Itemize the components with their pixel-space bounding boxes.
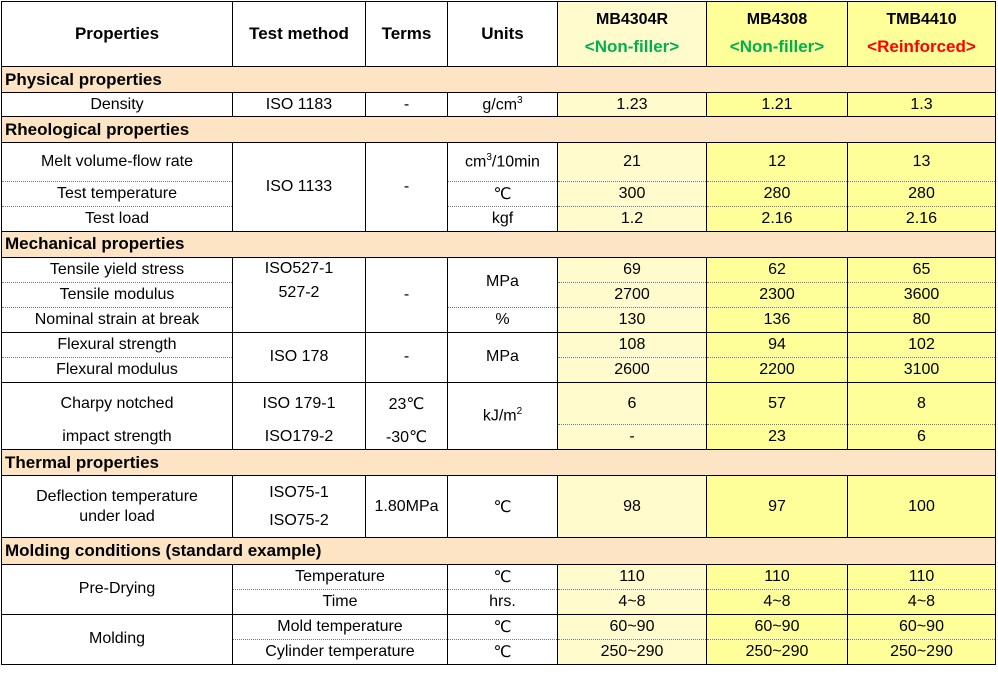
value-cell: 2600 xyxy=(558,357,707,382)
value-cell: 6 xyxy=(558,383,707,425)
property-cell: impact strength xyxy=(2,425,233,450)
value-cell: 1.2 xyxy=(558,206,707,231)
header-row xyxy=(2,2,996,67)
unit-cell: $cm^3/10\min$ xyxy=(448,143,558,181)
value-cell: 8 xyxy=(848,383,996,425)
table-row xyxy=(2,564,996,589)
value-cell: 3100 xyxy=(848,357,996,382)
unit-cell: $g/cm^3$ xyxy=(448,93,558,117)
value-cell: 21 xyxy=(558,143,707,181)
terms-cell: 1.80MPa xyxy=(366,476,448,538)
value-cell: 100 xyxy=(848,476,996,538)
value-cell: 2700 xyxy=(558,282,707,307)
terms-cell: - xyxy=(366,257,448,332)
condition-cell: Time xyxy=(233,589,448,614)
group-cell: Pre-Drying xyxy=(2,564,233,614)
section-title: Thermal properties xyxy=(2,450,996,476)
unit-cell: MPa xyxy=(448,257,558,307)
value-cell: 98 xyxy=(558,476,707,538)
unit-cell: $kJ/m^2$ xyxy=(448,383,558,450)
section-physical xyxy=(2,67,996,93)
property-cell: Deflection temperature under load xyxy=(2,476,233,538)
property-cell: Tensile yield stress xyxy=(2,257,233,282)
unit-cell: ℃ xyxy=(448,564,558,589)
properties-table xyxy=(1,1,996,665)
header-terms: Terms xyxy=(366,2,448,67)
value-cell: 4~8 xyxy=(558,589,707,614)
method-cell: ISO75-1 ISO75-2 xyxy=(233,476,366,538)
table-row xyxy=(2,476,996,538)
terms-cell: 23℃ xyxy=(366,383,448,425)
value-cell: 280 xyxy=(707,181,848,206)
method-cell: ISO179-2 xyxy=(233,425,366,450)
value-cell: 62 xyxy=(707,257,848,282)
value-cell: 80 xyxy=(848,307,996,332)
unit-cell: MPa xyxy=(448,332,558,382)
property-cell: Density xyxy=(2,93,233,117)
value-cell: 2.16 xyxy=(707,206,848,231)
property-cell: Flexural modulus xyxy=(2,357,233,382)
value-cell: 94 xyxy=(707,332,848,357)
product-2-name: MB4308 xyxy=(746,11,808,29)
value-cell: 69 xyxy=(558,257,707,282)
condition-cell: Mold temperature xyxy=(233,614,448,639)
value-cell: 250~290 xyxy=(848,639,996,664)
value-cell: 60~90 xyxy=(848,614,996,639)
value-cell: 57 xyxy=(707,383,848,425)
value-cell: 65 xyxy=(848,257,996,282)
product-3-name: TMB4410 xyxy=(886,11,957,29)
unit-cell: % xyxy=(448,307,558,332)
header-product-3 xyxy=(848,2,996,67)
product-3-type: <Reinforced> xyxy=(867,37,976,57)
section-thermal xyxy=(2,450,996,476)
value-cell: 102 xyxy=(848,332,996,357)
value-cell: 3600 xyxy=(848,282,996,307)
table-row xyxy=(2,257,996,282)
value-cell: 110 xyxy=(558,564,707,589)
value-cell: 4~8 xyxy=(707,589,848,614)
method-cell: ISO 1133 xyxy=(233,143,366,231)
unit-cell: hrs. xyxy=(448,589,558,614)
header-product-1 xyxy=(558,2,707,67)
unit-cell: ℃ xyxy=(448,476,558,538)
group-cell: Molding xyxy=(2,614,233,664)
value-cell: 2.16 xyxy=(848,206,996,231)
value-cell: 60~90 xyxy=(558,614,707,639)
section-title: Physical properties xyxy=(2,67,996,93)
table-row xyxy=(2,93,996,117)
table-row xyxy=(2,332,996,357)
property-cell: Tensile modulus xyxy=(2,282,233,307)
terms-cell: -30℃ xyxy=(366,425,448,450)
unit-cell: ℃ xyxy=(448,181,558,206)
method-cell: ISO527-1 527-2 xyxy=(233,257,366,332)
value-cell: 110 xyxy=(707,564,848,589)
property-cell: Test load xyxy=(2,206,233,231)
header-properties: Properties xyxy=(2,2,233,67)
value-cell: 13 xyxy=(848,143,996,181)
unit-cell: ℃ xyxy=(448,614,558,639)
terms-cell: - xyxy=(366,332,448,382)
value-cell: 300 xyxy=(558,181,707,206)
header-test-method: Test method xyxy=(233,2,366,67)
value-cell: 110 xyxy=(848,564,996,589)
property-cell: Nominal strain at break xyxy=(2,307,233,332)
product-1-name: MB4304R xyxy=(595,11,669,29)
value-cell: 130 xyxy=(558,307,707,332)
unit-cell: ℃ xyxy=(448,639,558,664)
section-title: Mechanical properties xyxy=(2,231,996,257)
table-row xyxy=(2,181,996,206)
section-rheological xyxy=(2,117,996,143)
method-cell: ISO 178 xyxy=(233,332,366,382)
header-product-2 xyxy=(707,2,848,67)
table-row xyxy=(2,383,996,425)
terms-cell: - xyxy=(366,93,448,117)
header-units: Units xyxy=(448,2,558,67)
value-cell: 4~8 xyxy=(848,589,996,614)
value-cell: 6 xyxy=(848,425,996,450)
condition-cell: Temperature xyxy=(233,564,448,589)
unit-cell: kgf xyxy=(448,206,558,231)
value-cell: 2200 xyxy=(707,357,848,382)
value-cell: 250~290 xyxy=(558,639,707,664)
value-cell: 23 xyxy=(707,425,848,450)
value-cell: 60~90 xyxy=(707,614,848,639)
table-row xyxy=(2,614,996,639)
property-cell: Test temperature xyxy=(2,181,233,206)
terms-cell: - xyxy=(366,143,448,231)
value-cell: 1.21 xyxy=(707,93,848,117)
value-cell: 136 xyxy=(707,307,848,332)
table-row xyxy=(2,143,996,181)
table-row xyxy=(2,206,996,231)
value-cell: - xyxy=(558,425,707,450)
value-cell: 97 xyxy=(707,476,848,538)
condition-cell: Cylinder temperature xyxy=(233,639,448,664)
value-cell: 250~290 xyxy=(707,639,848,664)
property-cell: Melt volume-flow rate xyxy=(2,143,233,181)
section-mechanical xyxy=(2,231,996,257)
value-cell: 1.3 xyxy=(848,93,996,117)
value-cell: 2300 xyxy=(707,282,848,307)
value-cell: 1.23 xyxy=(558,93,707,117)
table-row xyxy=(2,307,996,332)
product-1-type: <Non-filler> xyxy=(584,37,680,57)
section-title: Molding conditions (standard example) xyxy=(2,538,996,564)
section-title: Rheological properties xyxy=(2,117,996,143)
section-molding xyxy=(2,538,996,564)
method-cell: ISO 179-1 xyxy=(233,383,366,425)
value-cell: 108 xyxy=(558,332,707,357)
property-cell: Charpy notched xyxy=(2,383,233,425)
method-cell: ISO 1183 xyxy=(233,93,366,117)
property-cell: Flexural strength xyxy=(2,332,233,357)
product-2-type: <Non-filler> xyxy=(729,37,825,57)
value-cell: 12 xyxy=(707,143,848,181)
value-cell: 280 xyxy=(848,181,996,206)
